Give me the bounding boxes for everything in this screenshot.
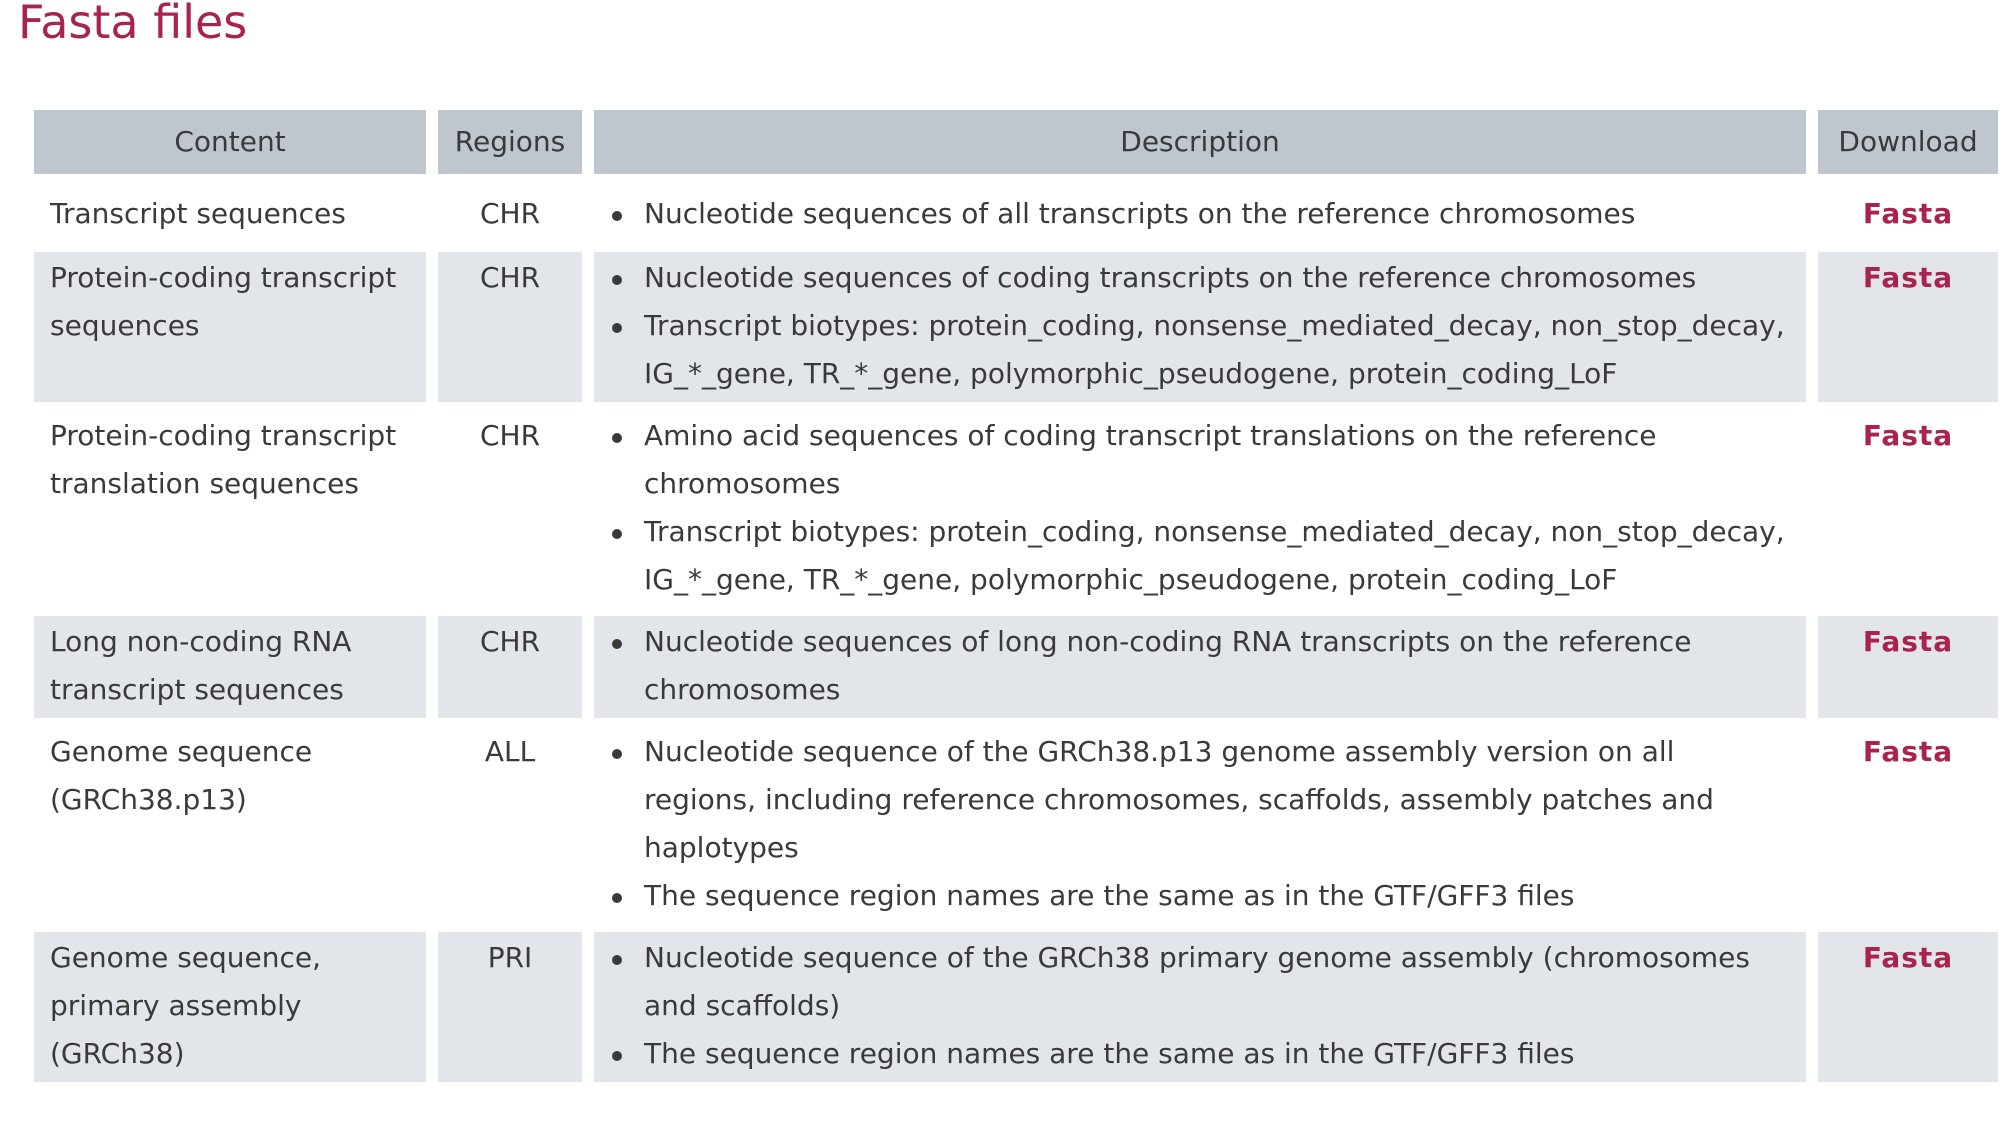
- content-cell: Genome sequence (GRCh38.p13): [50, 735, 313, 816]
- download-cell: [1818, 410, 1998, 608]
- region-cell: CHR: [438, 616, 582, 718]
- column-header-regions: Regions: [438, 110, 582, 174]
- table-row: [34, 410, 1998, 608]
- fasta-download-link[interactable]: Fasta: [1862, 197, 1954, 230]
- table-row: [34, 726, 1998, 924]
- description-item: The sequence region names are the same as in the GTF/GFF3 files: [610, 872, 1790, 920]
- table-row: [34, 932, 1998, 1082]
- description-cell: [594, 726, 1806, 924]
- description-cell: [594, 410, 1806, 608]
- fasta-download-link[interactable]: Fasta: [1862, 625, 1954, 658]
- description-item: Nucleotide sequences of coding transcripts on the reference chromosomes: [610, 254, 1790, 302]
- description-item: Transcript biotypes: protein_coding, nonsense_mediated_decay, non_stop_decay, IG_*_gene, TR_*_gene, polymorphic_pseudogene, protein_coding_LoF: [610, 302, 1790, 398]
- content-cell: Protein-coding transcript sequences: [34, 252, 426, 402]
- description-item: Transcript biotypes: protein_coding, nonsense_mediated_decay, non_stop_decay, IG_*_gene, TR_*_gene, polymorphic_pseudogene, protein_coding_LoF: [610, 508, 1790, 604]
- description-cell: [594, 252, 1806, 402]
- content-cell: Transcript sequences: [50, 197, 346, 230]
- download-cell: [1818, 932, 1998, 1082]
- region-cell: CHR: [479, 419, 541, 452]
- description-cell: [594, 932, 1806, 1082]
- description-item: Nucleotide sequence of the GRCh38.p13 genome assembly version on all regions, including reference chromosomes, scaffolds, assembly patches and haplotypes: [610, 728, 1790, 872]
- column-header-download: Download: [1818, 110, 1998, 174]
- region-cell: ALL: [484, 735, 536, 768]
- table-row: [34, 252, 1998, 402]
- description-item: The sequence region names are the same as in the GTF/GFF3 files: [610, 1030, 1790, 1078]
- description-item: Nucleotide sequences of long non-coding RNA transcripts on the reference chromosomes: [610, 618, 1790, 714]
- description-cell: [594, 616, 1806, 718]
- column-header-description: Description: [594, 110, 1806, 174]
- column-header-content: Content: [34, 110, 426, 174]
- description-item: Amino acid sequences of coding transcript translations on the reference chromosomes: [610, 412, 1790, 508]
- table-header-row: [34, 110, 1998, 174]
- table-row: [34, 182, 1998, 244]
- page-title: Fasta files: [18, 0, 248, 49]
- download-cell: [1818, 182, 1998, 244]
- content-cell: Genome sequence, primary assembly (GRCh38): [34, 932, 426, 1082]
- region-cell: CHR: [438, 252, 582, 402]
- description-item: Nucleotide sequence of the GRCh38 primary genome assembly (chromosomes and scaffolds): [610, 934, 1790, 1030]
- download-cell: [1818, 616, 1998, 718]
- region-cell: CHR: [479, 197, 541, 230]
- fasta-download-link[interactable]: Fasta: [1862, 941, 1954, 974]
- region-cell: PRI: [438, 932, 582, 1082]
- fasta-files-table: [22, 102, 2008, 1090]
- fasta-download-link[interactable]: Fasta: [1862, 735, 1954, 768]
- table-row: [34, 616, 1998, 718]
- description-item: Nucleotide sequences of all transcripts on the reference chromosomes: [610, 190, 1790, 238]
- download-cell: [1818, 252, 1998, 402]
- fasta-download-link[interactable]: Fasta: [1862, 419, 1954, 452]
- description-cell: [594, 182, 1806, 244]
- content-cell: Long non-coding RNA transcript sequences: [34, 616, 426, 718]
- fasta-download-link[interactable]: Fasta: [1862, 261, 1954, 294]
- download-cell: [1818, 726, 1998, 924]
- content-cell: Protein-coding transcript translation sequences: [50, 419, 397, 500]
